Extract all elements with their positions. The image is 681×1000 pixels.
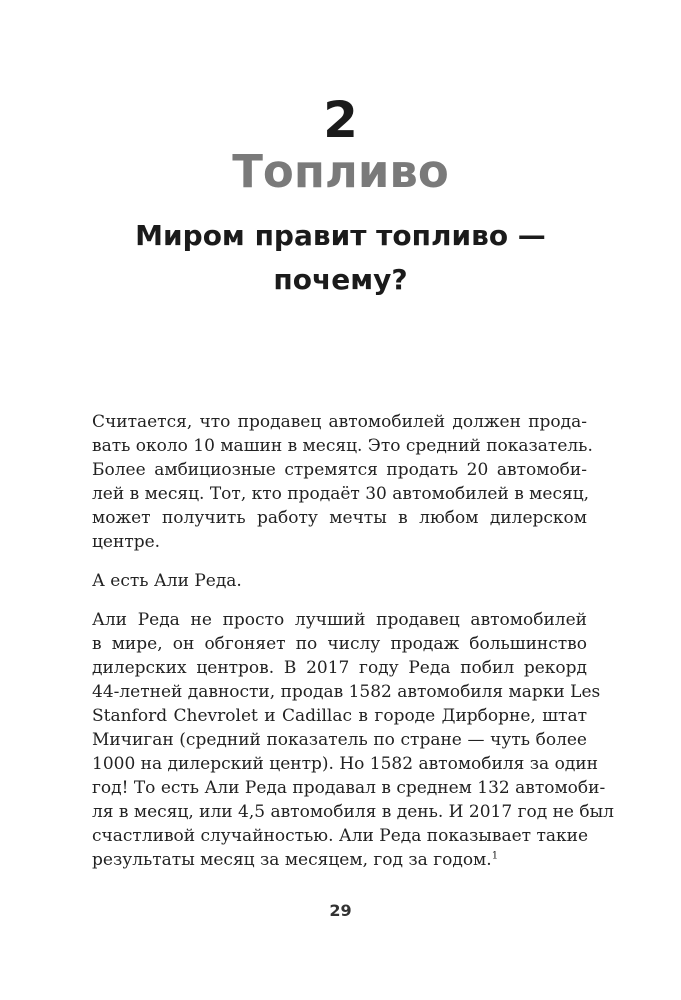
section-title-line-2: почему? (273, 263, 408, 296)
text-line: вать около 10 машин в месяц. Это средний показатель. (92, 436, 593, 456)
text-line-content: результаты месяц за месяцем, год за годом. (92, 850, 492, 870)
text-line: в мире, он обгоняет по числу продаж большинство (92, 634, 587, 654)
text-line: год! То есть Али Реда продавал в среднем 132 автомоби- (92, 778, 606, 798)
text-line: может получить работу мечты в любом дилерском (92, 508, 587, 528)
section-title (0, 214, 681, 302)
text-line: лей в месяц. Тот, кто продаёт 30 автомобилей в месяц, (92, 484, 590, 504)
text-line: 1000 на дилерский центр). Но 1582 автомобиля за один (92, 754, 598, 774)
text-line: Stanford Chevrolet и Cadillac в городе Дирборне, штат (92, 706, 587, 726)
text-line: дилерских центров. В 2017 году Реда побил рекорд (92, 658, 587, 678)
text-line: центре. (92, 532, 161, 552)
paragraph-3 (92, 608, 614, 872)
page-number: 29 (329, 901, 352, 920)
text-line: Более амбициозные стремятся продать 20 автомоби- (92, 460, 587, 480)
section-title-line-1: Миром правит топливо — (135, 219, 546, 252)
text-line: Мичиган (средний показатель по стране — чуть более (92, 730, 587, 750)
text-line: А есть Али Реда. (92, 571, 242, 591)
text-line-last (92, 848, 587, 872)
text-line: Считается, что продавец автомобилей должен прода- (92, 412, 587, 432)
footnote-reference[interactable]: 1 (491, 850, 499, 862)
body-text (92, 410, 614, 887)
chapter-title: Топливо (232, 145, 449, 198)
paragraph-1 (92, 410, 593, 554)
chapter-number: 2 (323, 91, 358, 149)
text-line: 44-летней давности, продав 1582 автомобиля марки Les (92, 682, 601, 702)
paragraph-2 (92, 569, 587, 593)
text-line: счастливой случайностью. Али Реда показывает такие (92, 826, 589, 846)
text-line: Али Реда не просто лучший продавец автомобилей (92, 610, 587, 630)
text-line: ля в месяц, или 4,5 автомобиля в день. И 2017 год не был (92, 802, 614, 822)
